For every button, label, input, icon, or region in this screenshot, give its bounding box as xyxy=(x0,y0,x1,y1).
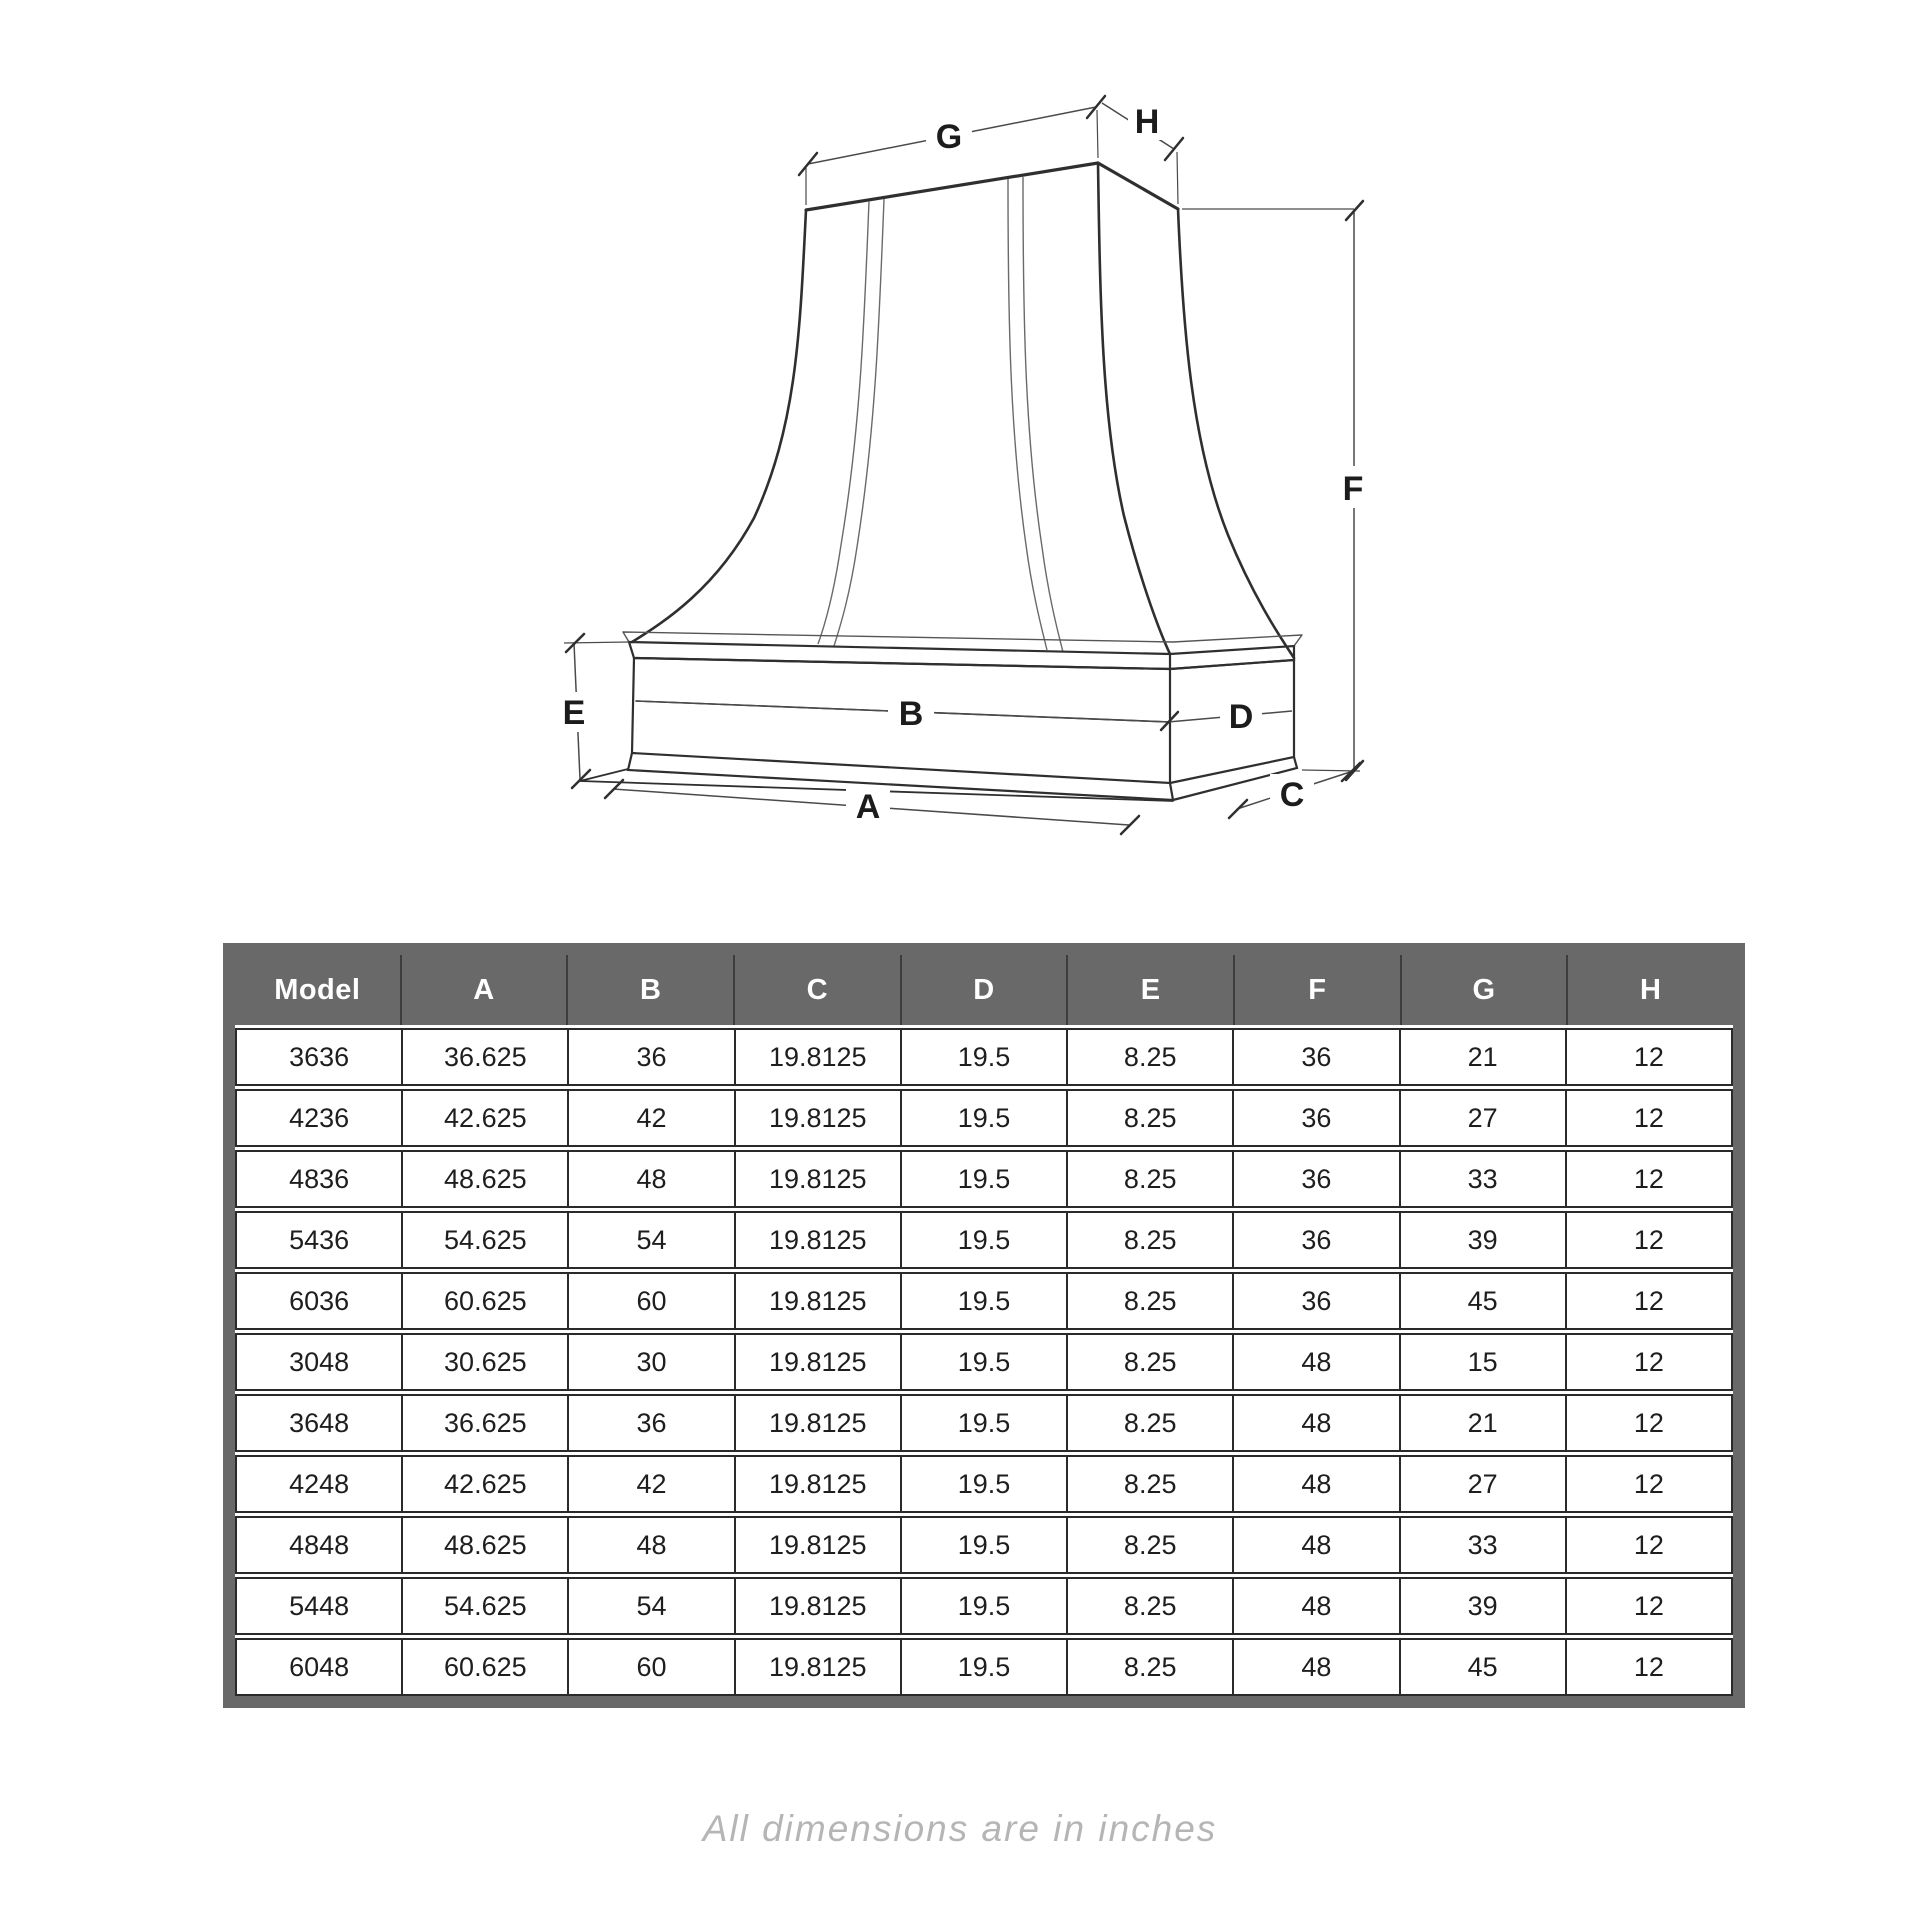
table-cell: 8.25 xyxy=(1066,1396,1232,1450)
table-cell: 19.5 xyxy=(900,1091,1066,1145)
dim-ext-h xyxy=(1177,152,1178,204)
column-header-a: A xyxy=(400,955,567,1025)
table-cell: 21 xyxy=(1399,1030,1565,1084)
hood-top-right-edge xyxy=(1098,163,1178,209)
table-cell: 19.8125 xyxy=(734,1091,900,1145)
table-row-6036 xyxy=(235,1272,1733,1330)
table-cell: 8.25 xyxy=(1066,1091,1232,1145)
table-cell: 27 xyxy=(1399,1091,1565,1145)
table-cell: 19.5 xyxy=(900,1457,1066,1511)
table-cell: 60.625 xyxy=(401,1274,567,1328)
table-cell: 12 xyxy=(1565,1579,1731,1633)
table-row-4236 xyxy=(235,1089,1733,1147)
table-cell: 36 xyxy=(1232,1030,1398,1084)
table-cell: 48 xyxy=(1232,1396,1398,1450)
column-header-h: H xyxy=(1566,955,1733,1025)
table-row-4836 xyxy=(235,1150,1733,1208)
column-header-model: Model xyxy=(274,973,361,1006)
table-cell: 19.8125 xyxy=(734,1640,900,1694)
table-cell: 42 xyxy=(567,1091,733,1145)
table-cell: 39 xyxy=(1399,1213,1565,1267)
table-cell: 19.8125 xyxy=(734,1030,900,1084)
table-cell: 3048 xyxy=(289,1346,350,1377)
table-cell: 5436 xyxy=(289,1224,350,1255)
crown-front-band xyxy=(629,642,1170,669)
table-cell: 3636 xyxy=(289,1041,350,1072)
table-cell: 36 xyxy=(1232,1152,1398,1206)
table-cell: 8.25 xyxy=(1066,1579,1232,1633)
table-cell: 12 xyxy=(1565,1030,1731,1084)
table-cell: 36 xyxy=(1232,1274,1398,1328)
hood-outline xyxy=(632,163,1294,658)
table-cell: 60.625 xyxy=(401,1640,567,1694)
table-row-4248 xyxy=(235,1455,1733,1513)
table-cell: 19.8125 xyxy=(734,1579,900,1633)
column-header-g: G xyxy=(1400,955,1567,1025)
table-cell: 12 xyxy=(1565,1213,1731,1267)
table-body xyxy=(235,1025,1733,1696)
strap-line xyxy=(818,201,869,644)
table-cell: 48 xyxy=(1232,1335,1398,1389)
table-cell: 19.8125 xyxy=(734,1518,900,1572)
table-cell: 4836 xyxy=(289,1163,350,1194)
table-cell: 15 xyxy=(1399,1335,1565,1389)
tick xyxy=(1342,763,1360,781)
bottom-band-front xyxy=(628,753,1173,800)
dim-label-e: E xyxy=(562,694,586,732)
table-row-3648 xyxy=(235,1394,1733,1452)
table-cell: 21 xyxy=(1399,1396,1565,1450)
table-cell: 8.25 xyxy=(1066,1518,1232,1572)
table-row-5448 xyxy=(235,1577,1733,1635)
table-cell: 48 xyxy=(567,1152,733,1206)
dimensions-table xyxy=(223,943,1745,1708)
hood-left-curve xyxy=(632,210,806,642)
table-cell: 8.25 xyxy=(1066,1030,1232,1084)
table-cell: 19.5 xyxy=(900,1335,1066,1389)
table-cell: 42.625 xyxy=(401,1091,567,1145)
table-cell: 39 xyxy=(1399,1579,1565,1633)
table-row-3048 xyxy=(235,1333,1733,1391)
table-cell: 8.25 xyxy=(1066,1640,1232,1694)
table-cell: 19.8125 xyxy=(734,1274,900,1328)
strap-line xyxy=(1008,179,1047,650)
table-cell: 48 xyxy=(567,1518,733,1572)
tick xyxy=(799,153,817,175)
table-cell: 30 xyxy=(567,1335,733,1389)
hood-dimension-diagram xyxy=(0,0,1920,920)
table-row-5436 xyxy=(235,1211,1733,1269)
dim-label-f: F xyxy=(1342,470,1364,508)
table-cell: 36 xyxy=(567,1030,733,1084)
table-cell: 19.8125 xyxy=(734,1335,900,1389)
table-cell: 42.625 xyxy=(401,1457,567,1511)
table-cell: 8.25 xyxy=(1066,1152,1232,1206)
table-cell: 42 xyxy=(567,1457,733,1511)
table-cell: 19.5 xyxy=(900,1579,1066,1633)
table-row-4848 xyxy=(235,1516,1733,1574)
column-header-c: C xyxy=(733,955,900,1025)
table-cell: 54 xyxy=(567,1579,733,1633)
table-cell: 48.625 xyxy=(401,1518,567,1572)
table-cell: 12 xyxy=(1565,1091,1731,1145)
dim-label-h: H xyxy=(1134,103,1160,141)
table-cell: 8.25 xyxy=(1066,1274,1232,1328)
table-cell: 48.625 xyxy=(401,1152,567,1206)
table-cell: 36.625 xyxy=(401,1030,567,1084)
table-cell: 8.25 xyxy=(1066,1213,1232,1267)
tick xyxy=(1165,138,1183,160)
hood-right-back-curve xyxy=(1178,209,1294,658)
hood-strap-trim xyxy=(818,177,1063,652)
table-header-row xyxy=(235,955,1733,1025)
table-cell: 54.625 xyxy=(401,1213,567,1267)
table-cell: 12 xyxy=(1565,1640,1731,1694)
table-cell: 36 xyxy=(1232,1091,1398,1145)
table-cell: 33 xyxy=(1399,1152,1565,1206)
table-cell: 48 xyxy=(1232,1579,1398,1633)
table-cell: 4248 xyxy=(289,1468,350,1499)
table-cell: 48 xyxy=(1232,1518,1398,1572)
table-cell: 19.5 xyxy=(900,1518,1066,1572)
table-cell: 19.8125 xyxy=(734,1152,900,1206)
table-cell: 45 xyxy=(1399,1274,1565,1328)
table-cell: 19.5 xyxy=(900,1640,1066,1694)
table-cell: 60 xyxy=(567,1274,733,1328)
hood-right-front-curve xyxy=(1098,163,1170,654)
column-header-b: B xyxy=(566,955,733,1025)
table-cell: 19.5 xyxy=(900,1152,1066,1206)
table-cell: 54.625 xyxy=(401,1579,567,1633)
table-cell: 19.5 xyxy=(900,1213,1066,1267)
table-cell: 12 xyxy=(1565,1518,1731,1572)
dim-label-a: A xyxy=(855,788,881,826)
tick xyxy=(1229,800,1247,818)
table-cell: 54 xyxy=(567,1213,733,1267)
table-cell: 12 xyxy=(1565,1152,1731,1206)
table-cell: 36 xyxy=(1232,1213,1398,1267)
table-cell: 36 xyxy=(567,1396,733,1450)
tick xyxy=(1087,96,1105,118)
table-cell: 4848 xyxy=(289,1529,350,1560)
table-cell: 6036 xyxy=(289,1285,350,1316)
table-cell: 19.8125 xyxy=(734,1396,900,1450)
table-cell: 12 xyxy=(1565,1457,1731,1511)
table-cell: 6048 xyxy=(289,1651,350,1682)
dim-label-b: B xyxy=(898,695,924,733)
table-cell: 12 xyxy=(1565,1335,1731,1389)
table-cell: 30.625 xyxy=(401,1335,567,1389)
table-cell: 5448 xyxy=(289,1590,350,1621)
strap-line xyxy=(834,199,884,646)
table-cell: 48 xyxy=(1232,1457,1398,1511)
table-cell: 19.5 xyxy=(900,1274,1066,1328)
table-cell: 4236 xyxy=(289,1102,350,1133)
table-cell: 19.5 xyxy=(900,1030,1066,1084)
table-cell: 36.625 xyxy=(401,1396,567,1450)
table-row-3636 xyxy=(235,1028,1733,1086)
table-cell: 19.8125 xyxy=(734,1213,900,1267)
table-cell: 8.25 xyxy=(1066,1457,1232,1511)
table-cell: 60 xyxy=(567,1640,733,1694)
table-cell: 27 xyxy=(1399,1457,1565,1511)
table-row-6048 xyxy=(235,1638,1733,1696)
table-cell: 3648 xyxy=(289,1407,350,1438)
dim-label-d: D xyxy=(1228,698,1254,736)
column-header-e: E xyxy=(1066,955,1233,1025)
base-box xyxy=(580,632,1302,801)
table-cell: 19.5 xyxy=(900,1396,1066,1450)
column-header-f: F xyxy=(1233,955,1400,1025)
column-header-d: D xyxy=(900,955,1067,1025)
dim-label-g: G xyxy=(935,118,963,156)
table-cell: 12 xyxy=(1565,1274,1731,1328)
table-cell: 19.8125 xyxy=(734,1457,900,1511)
table-cell: 48 xyxy=(1232,1640,1398,1694)
dim-label-c: C xyxy=(1279,776,1305,814)
units-note: All dimensions are in inches xyxy=(702,1808,1218,1849)
hood-top-front-edge xyxy=(806,163,1098,210)
table-cell: 45 xyxy=(1399,1640,1565,1694)
strap-line xyxy=(1023,177,1063,652)
table-cell: 33 xyxy=(1399,1518,1565,1572)
table-cell: 12 xyxy=(1565,1396,1731,1450)
table-cell: 8.25 xyxy=(1066,1335,1232,1389)
